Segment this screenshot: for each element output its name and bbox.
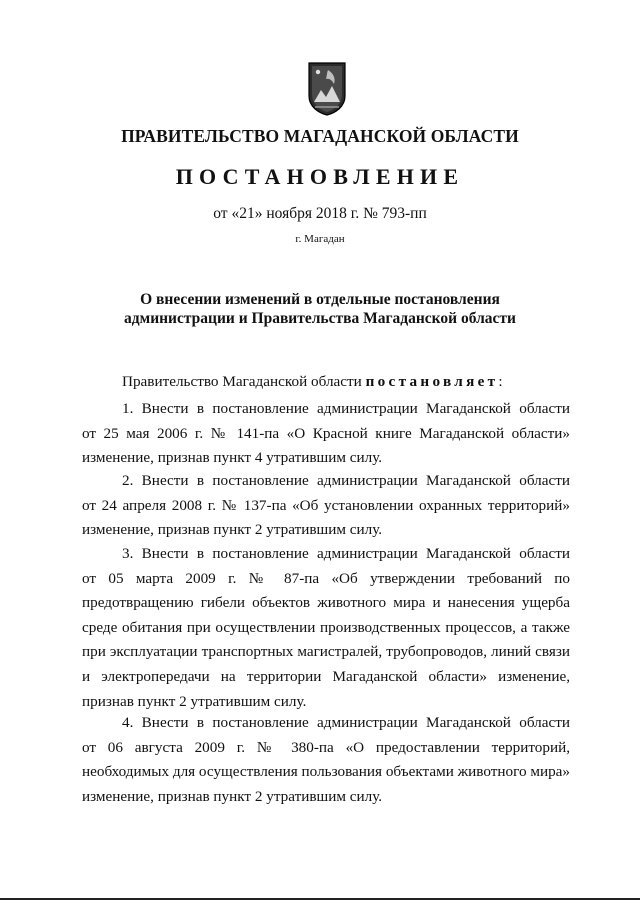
- paragraph-line: от 06 августа 2009 г. № 380-па «О предоставлении территорий,: [82, 738, 570, 756]
- paragraph-line: предотвращению гибели объектов животного мира и нанесения ущерба: [82, 594, 570, 612]
- organization-title: ПРАВИТЕЛЬСТВО МАГАДАНСКОЙ ОБЛАСТИ: [121, 126, 519, 146]
- paragraph-line: при эксплуатации транспортных магистралей, трубопроводов, линий связи: [82, 643, 570, 661]
- document-type: ПОСТАНОВЛЕНИЕ: [175, 164, 465, 189]
- paragraph-line: среде обитания при осуществлении производственных процессов, а также: [82, 618, 570, 636]
- paragraph-line: необходимых для осуществления пользования объектами животного мира»: [82, 763, 570, 781]
- paragraph-line: 2. Внести в постановление администрации Магаданской области: [122, 472, 570, 489]
- decree-item-4: [82, 711, 570, 809]
- paragraph-line: 4. Внести в постановление администрации Магаданской области: [122, 714, 570, 731]
- decree-item-2: [82, 469, 570, 543]
- paragraph-line: изменение, признав пункт 2 утратившим силу.: [82, 521, 383, 539]
- preamble-colon: :: [498, 373, 503, 390]
- paragraph-line: от 24 апреля 2008 г. № 137-па «Об установлении охранных территорий»: [82, 496, 570, 514]
- paragraph-line: от 05 марта 2009 г. № 87-па «Об утверждении требований по: [82, 569, 570, 587]
- subject-line: администрации и Правительства Магаданской области: [124, 310, 516, 327]
- paragraph-line: изменение, признав пункт 2 утратившим силу.: [82, 787, 383, 805]
- paragraph-line: признав пункт 2 утратившим силу.: [82, 692, 307, 710]
- preamble-decree-word: постановляет: [365, 373, 499, 390]
- paragraph-line: от 25 мая 2006 г. № 141-па «О Красной книге Магаданской области»: [82, 424, 570, 442]
- paragraph-line: изменение, признав пункт 4 утратившим силу.: [82, 449, 383, 467]
- paragraph-line: и электропередачи на территории Магаданской области» изменение,: [82, 667, 570, 685]
- page-bottom-edge: [0, 898, 640, 900]
- preamble-text: Правительство Магаданской области: [122, 373, 366, 390]
- document-date-number: от «21» ноября 2018 г. № 793-пп: [213, 205, 427, 222]
- decree-item-1: [82, 397, 570, 471]
- paragraph-line: 3. Внести в постановление администрации Магаданской области: [122, 545, 570, 562]
- document-city: г. Магадан: [295, 233, 345, 245]
- document-subject: [0, 290, 640, 328]
- coat-of-arms-emblem: [307, 60, 347, 116]
- preamble: [122, 373, 503, 391]
- paragraph-line: 1. Внести в постановление администрации Магаданской области: [122, 400, 570, 417]
- decree-item-3: [82, 542, 570, 714]
- subject-line: О внесении изменений в отдельные постановления: [140, 291, 500, 308]
